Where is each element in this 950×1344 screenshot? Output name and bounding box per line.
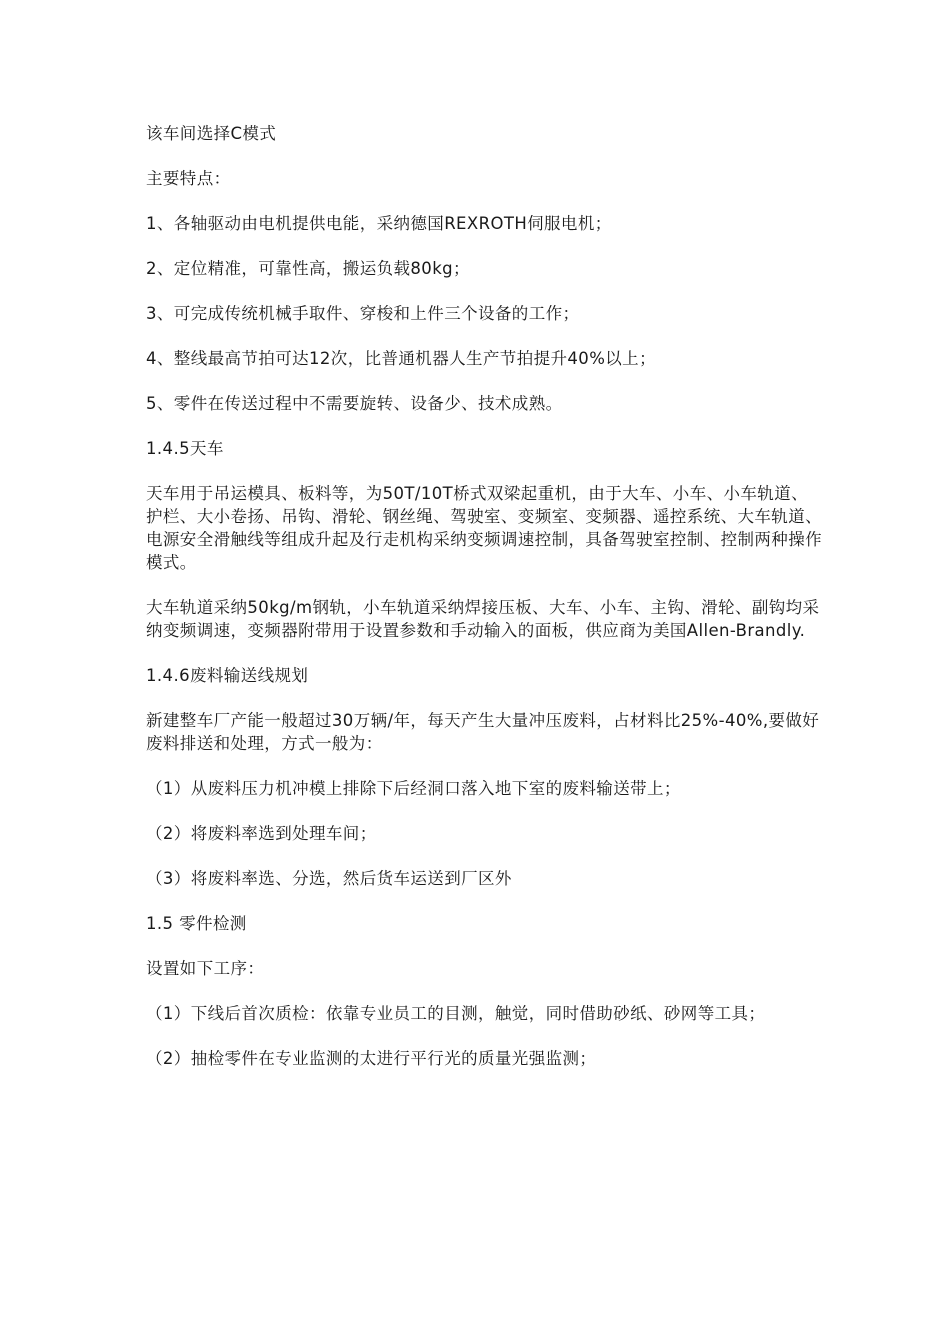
paragraph-feature-3: 3、可完成传统机械手取件、穿梭和上件三个设备的工作；	[146, 304, 580, 323]
paragraph-inspection-step-1: （1）下线后首次质检：依靠专业员工的目测，触觉，同时借助砂纸、砂网等工具；	[146, 1004, 766, 1023]
paragraph-scrap-step-3: （3）将废料率选、分选，然后货车运送到厂区外	[146, 869, 512, 888]
paragraph-crane-rails: 大车轨道采纳50kg/m钢轨，小车轨道采纳焊接压板、大车、小车、主钩、滑轮、副钩均采纳变频调速，变频器附带用于设置参数和手动输入的面板，供应商为美国Allen-Brandly.	[146, 598, 820, 640]
paragraph-feature-1: 1、各轴驱动由电机提供电能，采纳德国REXROTH伺服电机；	[146, 214, 612, 233]
paragraph-scrap-step-2: （2）将废料率选到处理车间；	[146, 824, 377, 843]
paragraph-feature-4: 4、整线最高节拍可达12次，比普通机器人生产节拍提升40%以上；	[146, 349, 656, 368]
section-heading-1-4-5: 1.4.5天车	[146, 439, 224, 458]
paragraph-scrap-step-1: （1）从废料压力机冲模上排除下后经洞口落入地下室的废料输送带上；	[146, 779, 681, 798]
paragraph-main-features-heading: 主要特点：	[146, 169, 231, 188]
paragraph-crane-description: 天车用于吊运模具、板料等，为50T/10T桥式双梁起重机，由于大车、小车、小车轨道、护栏、大小卷扬、吊钩、滑轮、钢丝绳、驾驶室、变频室、变频器、遥控系统、大车轨道、电源安全滑触线等组成升起及行走机构采纳变频调速控制，具备驾驶室控制、控制两种操作模式。	[146, 484, 822, 572]
section-heading-1-4-6: 1.4.6废料输送线规划	[146, 666, 309, 685]
paragraph-feature-5: 5、零件在传送过程中不需要旋转、设备少、技术成熟。	[146, 394, 563, 413]
paragraph-mode-selection: 该车间选择C模式	[146, 124, 277, 143]
paragraph-feature-2: 2、定位精准，可靠性高，搬运负载80kg；	[146, 259, 470, 278]
section-heading-1-5: 1.5 零件检测	[146, 914, 247, 933]
paragraph-scrap-overview: 新建整车厂产能一般超过30万辆/年，每天产生大量冲压废料，占材料比25%-40%,要做好废料排送和处理，方式一般为：	[146, 711, 820, 753]
paragraph-process-intro: 设置如下工序：	[146, 959, 265, 978]
paragraph-inspection-step-2: （2）抽检零件在专业监测的太进行平行光的质量光强监测；	[146, 1049, 597, 1068]
document-body	[146, 122, 822, 1092]
